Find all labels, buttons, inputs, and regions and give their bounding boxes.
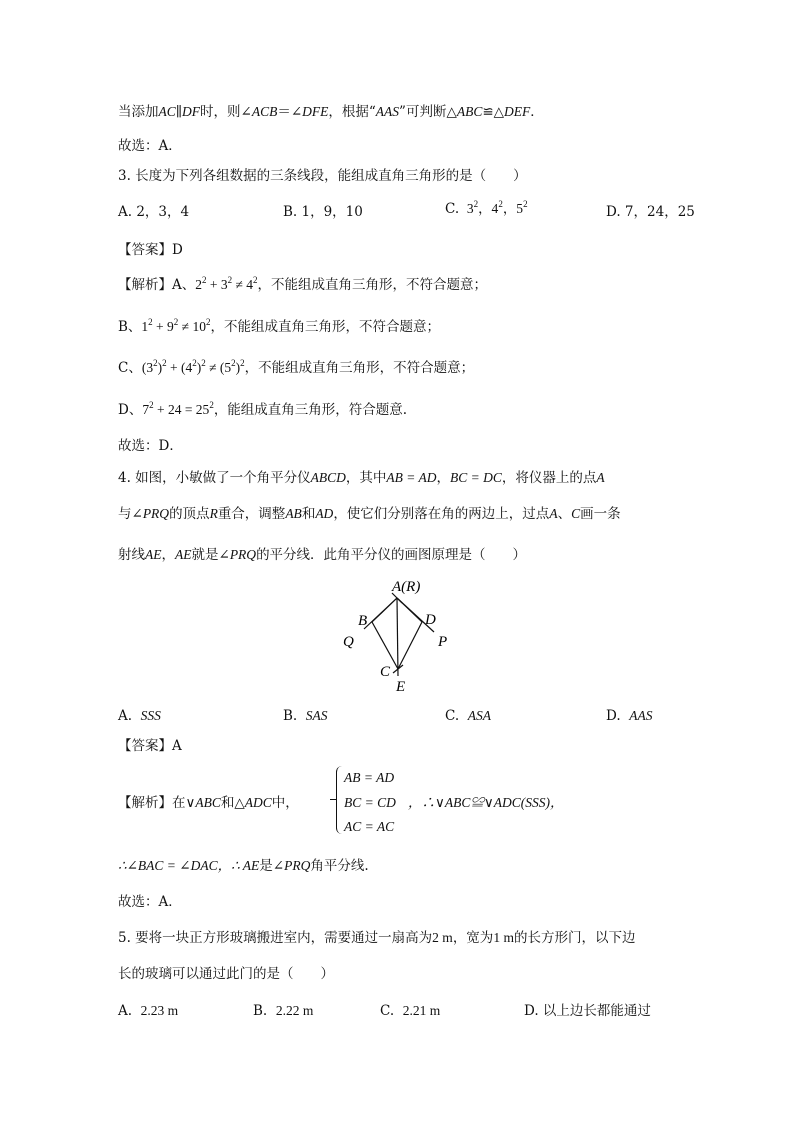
text: 中， [271, 795, 299, 811]
q4-option-b: B. SAS [283, 708, 328, 724]
text: 是∠ [259, 858, 285, 874]
text: ，根据“ [328, 104, 376, 120]
math: ASA [467, 708, 491, 723]
math: 1 m [493, 930, 514, 945]
brace [336, 766, 343, 834]
math: DF [182, 104, 201, 119]
math: PRQ [284, 858, 311, 873]
q4-explain-conclusion [118, 857, 369, 875]
q5-stem-line2: 长的玻璃可以通过此门的是（ ） [118, 966, 334, 982]
math: A [549, 506, 558, 521]
text: 时，则∠ [200, 104, 252, 120]
q3-explain-d [118, 401, 407, 419]
text: 和 [301, 506, 316, 522]
math: ADC [244, 795, 272, 810]
label: C. [380, 1003, 395, 1019]
label-D: D [425, 612, 436, 628]
q5-option-b [253, 1002, 313, 1020]
q3-answer: 【答案】D [118, 242, 183, 258]
text: ∥ [175, 104, 183, 120]
angle-bisector-figure [330, 572, 460, 697]
text: ，不能组成直角三角形，不符合题意； [257, 277, 488, 293]
text: ． [530, 104, 544, 120]
math: AC [158, 104, 176, 119]
label: C、 [118, 360, 142, 376]
q5-option-a [118, 1002, 178, 1020]
q4-option-a: A. SSS [118, 708, 161, 724]
math: $7^2 + 24 = 25^2$ [142, 400, 214, 417]
math: AB = AD [386, 470, 437, 485]
q3-stem: 3. 长度为下列各组数据的三条线段，能组成直角三角形的是（ ） [118, 168, 527, 184]
text: 5. 要将一块正方形玻璃搬进室内，需要通过一扇高为 [118, 930, 433, 946]
label: C. [445, 201, 460, 217]
system-eq-3: AC = AC [344, 819, 395, 834]
math: SAS [305, 708, 328, 723]
label-Q: Q [343, 634, 354, 650]
math: AE [145, 547, 162, 562]
math: AD [315, 506, 334, 521]
line-A-E [397, 598, 398, 676]
math: AE [175, 547, 192, 562]
math: AAS [375, 104, 400, 119]
system-eq-1: AB = AD [344, 770, 395, 785]
math: ACB [251, 104, 278, 119]
q4-explain-intro [118, 794, 299, 812]
label-B: B [358, 613, 368, 629]
q3-conclusion: 故选：D． [118, 438, 183, 454]
system-conclusion [408, 794, 564, 812]
text: 【解析】在 [118, 795, 186, 811]
q4-conclusion: 故选：A． [118, 894, 182, 910]
text: ，将仪器上的点 [501, 470, 597, 486]
math: ∨ABC [185, 795, 221, 810]
math: AB [285, 506, 302, 521]
q3-option-b: B. 1，9，10 [283, 204, 363, 220]
math: $(3^2)^2 + (4^2)^2 \ne (5^2)^2$ [141, 358, 245, 375]
label-A: A(R) [392, 579, 421, 595]
text: 重合，调整 [217, 506, 286, 522]
text: ，其中 [345, 470, 387, 486]
q2-conclusion: 故选：A． [118, 138, 182, 154]
label-P: P [438, 634, 448, 650]
label-E: E [396, 679, 406, 695]
q5-option-c [380, 1002, 440, 1020]
q3-option-a: A. 2，3，4 [118, 204, 190, 220]
text: ≌△ [482, 104, 505, 120]
text: ，不能组成直角三角形，不符合题意； [244, 360, 475, 376]
math: 2 m [432, 930, 453, 945]
q4-option-c: C. ASA [445, 708, 491, 724]
text: 、 [557, 506, 572, 522]
math: ，∴∨ABC≌∨ADC(SSS)， [408, 795, 564, 810]
ray-Q [364, 598, 397, 629]
text: 画一条 [580, 506, 621, 522]
system-eq-2: BC = CD [344, 795, 396, 810]
text: 的长方形门，以下边 [513, 930, 636, 946]
q4-answer: 【答案】A [118, 738, 182, 754]
text: 就是∠ [191, 547, 230, 563]
math: BC = DC [450, 470, 502, 485]
text: ，能组成直角三角形，符合题意. [213, 402, 408, 418]
text: 角平分线. [310, 858, 369, 874]
math: R [209, 506, 218, 521]
math: DEF [504, 104, 531, 119]
q5-option-d: D. 以上边长都能通过 [524, 1003, 651, 1019]
math: $3^2$，$4^2$，$5^2$ [463, 199, 528, 216]
label: 【解析】A、 [118, 277, 196, 293]
text: ， [436, 470, 451, 486]
text: ，宽为 [452, 930, 494, 946]
math: DFE [302, 104, 329, 119]
math: SSS [140, 708, 161, 723]
q4-stem-line2 [118, 505, 621, 523]
q3-explain-c [118, 359, 474, 377]
q4-stem-line3 [118, 546, 526, 564]
text: ”可判断△ [399, 104, 457, 120]
label: B、 [118, 319, 142, 335]
math: PRQ [142, 506, 170, 521]
line-D-C [398, 622, 422, 669]
q3-explain-a [118, 276, 487, 294]
math: A [596, 470, 605, 485]
text: 4. 如图，小敏做了一个角平分仪 [118, 470, 311, 486]
math: 2.22 m [275, 1003, 314, 1018]
text: 当添加 [118, 104, 159, 120]
q5-stem-line1 [118, 929, 635, 947]
q3-option-d: D. 7，24，25 [606, 204, 695, 220]
text: ， [161, 547, 175, 563]
math: ABC [456, 104, 483, 119]
math: AAS [629, 708, 653, 723]
text: 的顶点 [169, 506, 210, 522]
text: 和△ [220, 795, 245, 811]
q4-option-d: D. AAS [606, 708, 653, 724]
q3-option-c [445, 200, 528, 218]
q3-explain-b [118, 318, 440, 336]
q4-stem-line1 [118, 469, 605, 487]
math: $2^2 + 3^2 \ne 4^2$ [195, 275, 258, 292]
math: C [571, 506, 581, 521]
label: B. [253, 1003, 268, 1019]
math: 2.21 m [402, 1003, 441, 1018]
text: 与∠ [118, 506, 143, 522]
label: A. [118, 1003, 133, 1019]
text: 的平分线．此角平分仪的画图原理是（ ） [256, 547, 527, 563]
math: PRQ [229, 547, 257, 562]
math: ABCD [310, 470, 346, 485]
prev-solution-line [118, 103, 544, 121]
label: D、 [118, 402, 143, 418]
math: $1^2 + 9^2 \ne 10^2$ [141, 317, 211, 334]
text: 射线 [118, 547, 145, 563]
text: ＝∠ [277, 104, 303, 120]
math: 2.23 m [140, 1003, 179, 1018]
label-C: C [380, 664, 391, 680]
line-B-C [372, 622, 398, 669]
text: ，不能组成直角三角形，不符合题意； [210, 319, 440, 335]
text: ，使它们分别落在角的两边上，过点 [333, 506, 550, 522]
math: ∴∠BAC = ∠DAC，∴ AE [118, 858, 260, 873]
brace-tip [330, 799, 337, 800]
